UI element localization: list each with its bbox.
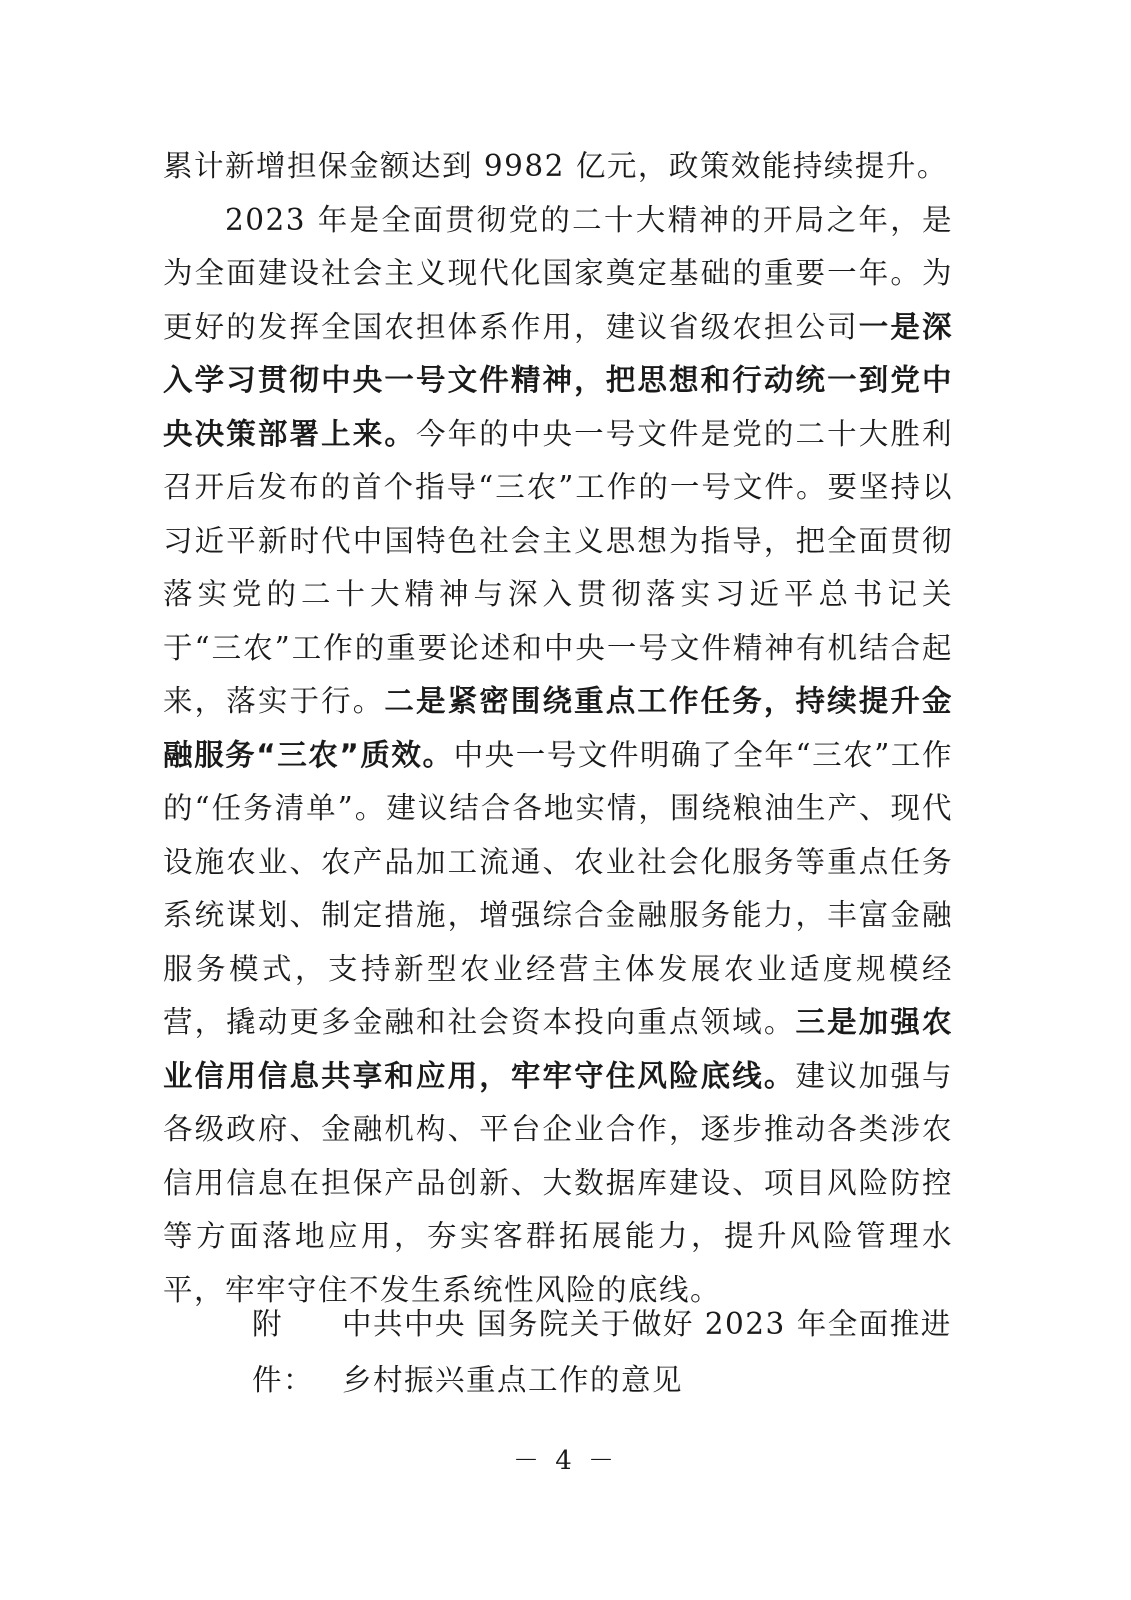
- paragraph-text: 中央一号文件明确了全年“三农”工作的“任务清单”。建议结合各地实情，围绕粮油生产、现代设施农业、农产品加工流通、农业社会化服务等重点任务系统谋划、制定措施，增强综合金融服务能力，丰富金融服务模式，支持新型农业经营主体发展农业适度规模经营，撬动更多金融和社会资本投向重点领域。: [163, 737, 954, 1039]
- paragraph-text: 累计新增担保金额达到 9982 亿元，政策效能持续提升。: [163, 149, 948, 183]
- document-body: [163, 140, 953, 1317]
- paragraph-text: 今年的中央一号文件是党的二十大胜利召开后发布的首个指导“三农”工作的一号文件。要坚持以习近平新时代中国特色社会主义思想为指导，把全面贯彻落实党的二十大精神与深入贯彻落实习近平总书记关于“三农”工作的重要论述和中央一号文件精神有机结合起来，落实于行。: [163, 416, 953, 718]
- key-point-1: 一是深入学习贯彻中央一号文件精神，把思想和行动统一到党中央决策部署上来。: [163, 309, 953, 451]
- attachment-label: 附件：: [252, 1307, 315, 1397]
- paragraph-text: 建议加强与各级政府、金融机构、平台企业合作，逐步推动各类涉农信用信息在担保产品创新、大数据库建设、项目风险防控等方面落地应用，夯实客群拓展能力，提升风险管理水平，牢牢守住不发生系统性风险的底线。: [163, 1058, 953, 1307]
- paragraph-1: [163, 140, 953, 194]
- paragraph-2: [163, 194, 953, 1318]
- attachment-title: 中共中央 国务院关于做好 2023 年全面推进乡村振兴重点工作的意见: [342, 1307, 952, 1397]
- key-point-3: 三是加强农业信用信息共享和应用，牢牢守住风险底线。: [163, 1005, 953, 1093]
- key-point-2: 二是紧密围绕重点工作任务，持续提升金融服务“三农”质效。: [163, 684, 953, 772]
- paragraph-text: 2023 年是全面贯彻党的二十大精神的开局之年，是为全面建设社会主义现代化国家奠定基础的重要一年。为更好的发挥全国农担体系作用，建议省级农担公司: [163, 202, 953, 344]
- attachment-note: [252, 1296, 952, 1408]
- page-number: － 4 －: [512, 1446, 619, 1476]
